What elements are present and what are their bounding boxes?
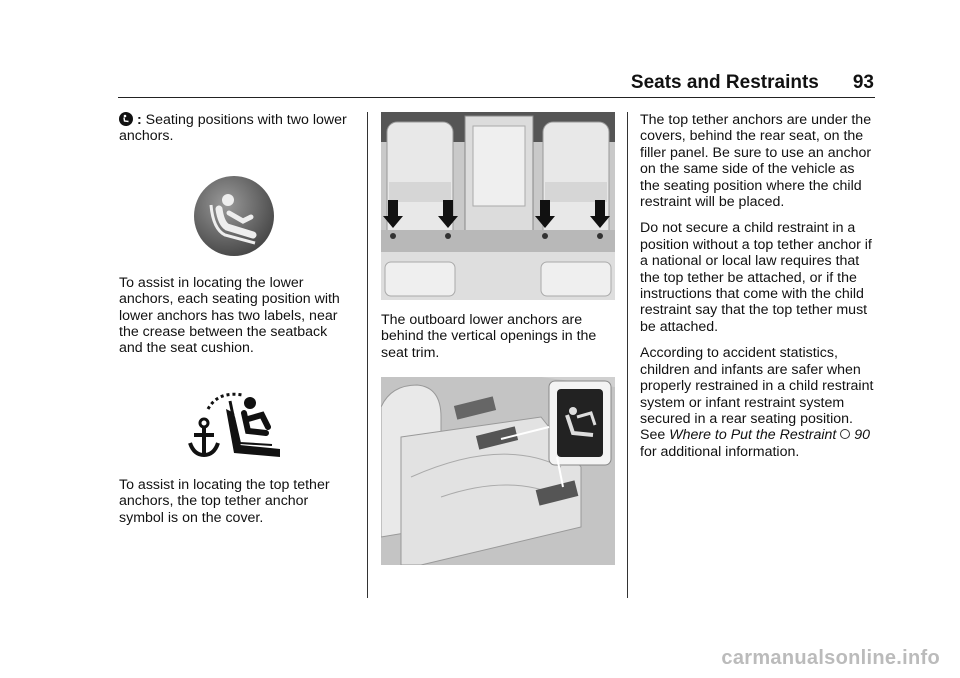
column-divider-1 xyxy=(367,112,368,598)
statistics-paragraph: According to accident statistics, children and infants are safer when properly restrained in a child restraint system or infant restraint system secured in a rear seating position. See Where to Put the Restraint 90 for additional information. xyxy=(640,345,874,460)
top-tether-symbol-icon xyxy=(184,387,284,463)
cross-reference-link[interactable]: Where to Put the Restraint xyxy=(669,427,837,444)
intro-paragraph xyxy=(119,112,349,145)
lower-anchor-bullet-icon xyxy=(119,112,133,126)
image-caption: The outboard lower anchors are behind the vertical openings in the seat trim. xyxy=(381,312,597,361)
intro-label: : xyxy=(136,112,142,128)
intro-text: Seating positions with two lower anchors. xyxy=(119,112,347,145)
law-paragraph: Do not secure a child restraint in a position without a top tether anchor if a national or local law requires that the top tether be attached, or if the instructions that come with the child restraint say that the top tether must be attached. xyxy=(640,220,872,335)
tether-location-paragraph: The top tether anchors are under the covers, behind the rear seat, on the filler panel. Be sure to use an anchor on the same side of the vehicle as the seating position where the child restraint will be placed. xyxy=(640,112,872,211)
lower-anchor-symbol-icon xyxy=(193,175,275,257)
header-rule xyxy=(118,97,875,98)
column-divider-2 xyxy=(627,112,628,598)
page-reference[interactable]: 90 xyxy=(854,427,871,444)
column-left xyxy=(119,112,349,536)
top-tether-paragraph: To assist in locating the top tether anchors, the top tether anchor symbol is on the cover. xyxy=(119,476,330,526)
lower-anchor-paragraph: To assist in locating the lower anchors, each seating position with lower anchors has two labels, near the crease between the seatback and the seat cushion. xyxy=(119,274,340,357)
rear-seat-top-tether-image xyxy=(381,377,615,565)
page-header xyxy=(631,72,874,94)
column-middle xyxy=(381,112,617,565)
watermark: carmanualsonline.info xyxy=(721,647,940,669)
column-right xyxy=(640,112,876,470)
rear-seat-lower-anchors-image xyxy=(381,112,615,300)
page-number: 93 xyxy=(852,72,874,93)
section-title: Seats and Restraints xyxy=(630,72,819,93)
page-ref-arrow-icon xyxy=(840,429,850,439)
